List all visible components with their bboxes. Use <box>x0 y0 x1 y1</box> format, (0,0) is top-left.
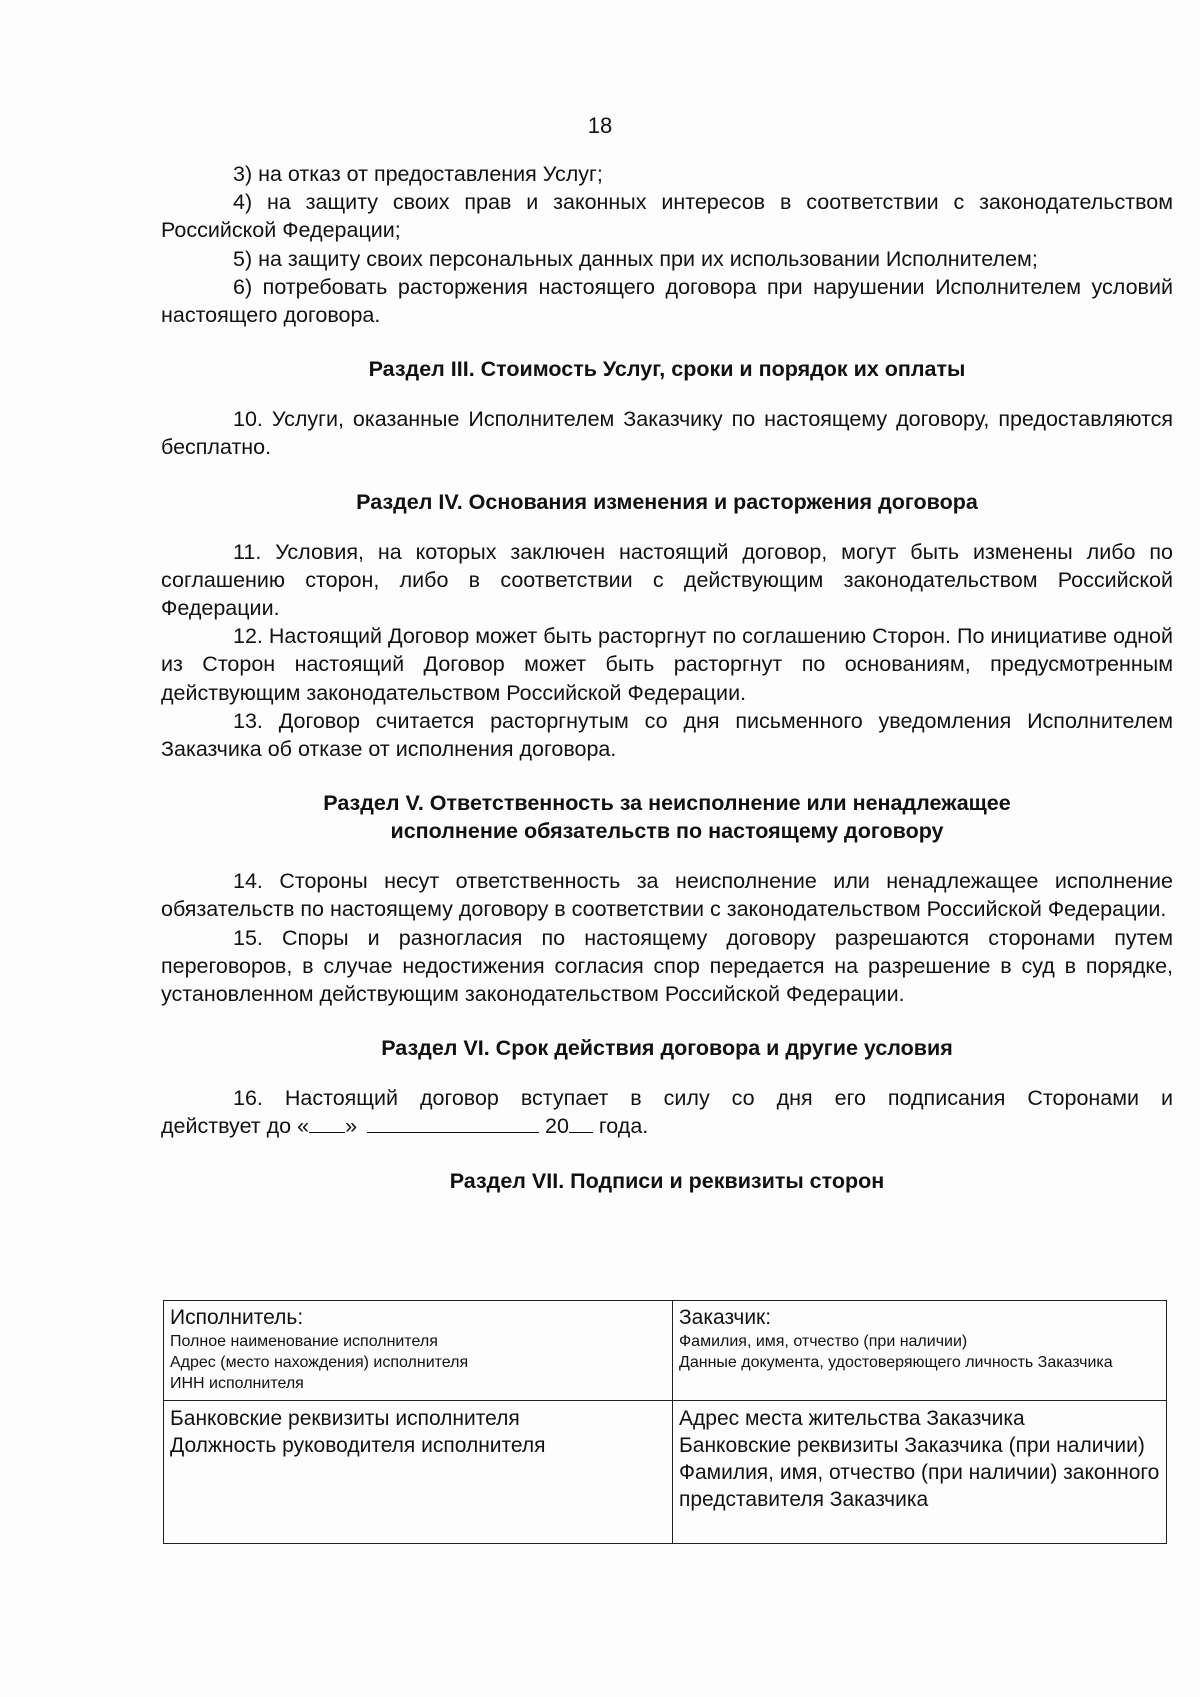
rights-item-3: 3) на отказ от предоставления Услуг; <box>233 162 603 186</box>
clause-13: 13. Договор считается расторгнутым со дня письменного уведомления Исполнителем Заказчика об отказе от исполнения договора. <box>161 708 1173 762</box>
clause-11: 11. Условия, на которых заключен настоящий договор, могут быть изменены либо по соглашению сторон, либо в соответствии с действующим законодательством Российской Федерации. <box>161 539 1173 621</box>
rights-item-6: 6) потребовать расторжения настоящего договора при нарушении Исполнителем условий настоящего договора. <box>161 274 1173 328</box>
executor-head-position: Должность руководителя исполнителя <box>170 1434 546 1457</box>
executor-bank-details: Банковские реквизиты исполнителя <box>170 1407 520 1430</box>
clause-16-quote-close: » <box>345 1114 358 1139</box>
section-4-title: Раздел IV. Основания изменения и расторжения договора <box>356 489 978 514</box>
executor-heading: Исполнитель: <box>170 1306 304 1329</box>
rights-item-4: 4) на защиту своих прав и законных интересов в соответствии с законодательством Российской Федерации; <box>161 190 1173 243</box>
rights-item-5: 5) на защиту своих персональных данных при их использовании Исполнителем; <box>233 246 1038 271</box>
customer-bank-cell <box>673 1401 1167 1544</box>
executor-full-name: Полное наименование исполнителя <box>170 1333 438 1350</box>
executor-cell <box>164 1301 673 1401</box>
clause-16-line-1: 16. Настоящий договор вступает в силу со дня его подписания Сторонами и <box>233 1086 1173 1111</box>
day-blank <box>309 1112 345 1133</box>
clause-10: 10. Услуги, оказанные Исполнителем Заказчику по настоящему договору, предоставляются бесплатно. <box>161 407 1173 460</box>
customer-id-document: Данные документа, удостоверяющего личность Заказчика <box>679 1354 1113 1371</box>
executor-inn: ИНН исполнителя <box>170 1375 304 1392</box>
customer-cell <box>673 1301 1167 1401</box>
section-5-title-line-1: Раздел V. Ответственность за неисполнение или ненадлежащее <box>323 791 1011 816</box>
signatures-row-2 <box>164 1401 1167 1544</box>
section-5-title-line-2: исполнение обязательств по настоящему договору <box>390 819 944 844</box>
year-blank <box>569 1112 593 1133</box>
section-6-title: Раздел VI. Срок действия договора и другие условия <box>381 1036 953 1061</box>
clause-16-line-2 <box>161 1112 1173 1140</box>
month-blank <box>367 1112 539 1133</box>
executor-bank-cell <box>164 1401 673 1544</box>
document-body <box>161 160 1173 1195</box>
clause-16-suffix: года. <box>598 1114 649 1139</box>
signatures-table <box>163 1300 1167 1544</box>
clause-15: 15. Споры и разногласия по настоящему договору разрешаются сторонами путем переговоров, в случае недостижения согласия спор передается на разрешение в суд в порядке, установленном действующим законодательством Российской Федерации. <box>161 925 1173 1007</box>
customer-full-name: Фамилия, имя, отчество (при наличии) <box>679 1333 968 1350</box>
clause-16-year-prefix: 20 <box>545 1114 569 1139</box>
clause-14: 14. Стороны несут ответственность за неисполнение или ненадлежащее исполнение обязательств по настоящему договору в соответствии с законодательством Российской Федерации. <box>161 869 1173 922</box>
customer-bank-details: Банковские реквизиты Заказчика (при наличии) <box>679 1434 1145 1457</box>
executor-address: Адрес (место нахождения) исполнителя <box>170 1354 469 1371</box>
signatures-row-1 <box>164 1301 1167 1401</box>
customer-address: Адрес места жительства Заказчика <box>679 1407 1025 1430</box>
customer-heading: Заказчик: <box>679 1306 772 1329</box>
clause-12: 12. Настоящий Договор может быть расторгнут по соглашению Сторон. По инициативе одной из Сторон настоящий Договор может быть расторгнут по основаниям, предусмотренным действующим законодательством Российской Федерации. <box>161 624 1173 705</box>
customer-representative: Фамилия, имя, отчество (при наличии) законного представителя Заказчика <box>679 1461 1160 1511</box>
section-3-title: Раздел III. Стоимость Услуг, сроки и порядок их оплаты <box>368 357 966 382</box>
section-7-title: Раздел VII. Подписи и реквизиты сторон <box>449 1168 885 1193</box>
page-number: 18 <box>587 113 613 138</box>
clause-16-date-prefix: действует до « <box>161 1114 310 1139</box>
